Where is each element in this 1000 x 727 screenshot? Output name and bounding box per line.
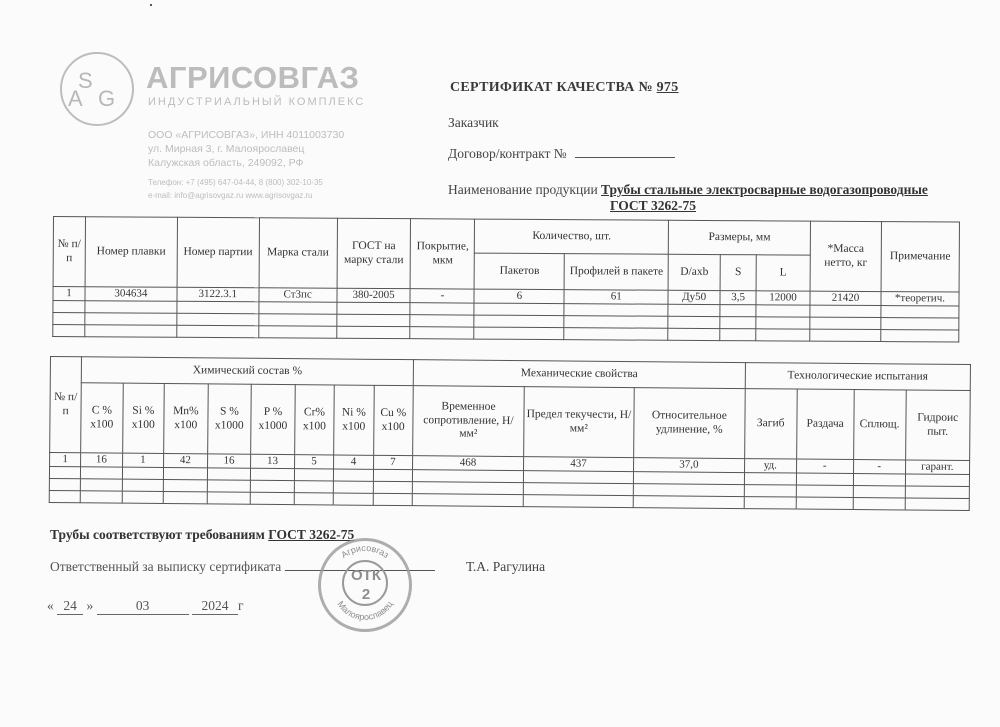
cell-si: 1	[122, 453, 164, 468]
certificate-title	[450, 80, 679, 96]
cell-c: 16	[81, 453, 123, 468]
cell-packs: 6	[474, 289, 564, 304]
contract-blank	[575, 146, 675, 158]
properties-table	[49, 356, 971, 511]
col-d-header: D/axb	[668, 254, 720, 290]
contract-label: Договор/контракт №	[448, 146, 567, 161]
stamp-number: 2	[361, 586, 371, 603]
date-open-quote: «	[47, 598, 54, 613]
conformity-text: Трубы соответствуют требованиям	[50, 527, 265, 542]
company-logo-letters	[64, 64, 130, 114]
certificate-title-label: СЕРТИФИКАТ КАЧЕСТВА №	[450, 80, 653, 95]
cell-s: 16	[207, 454, 251, 469]
col-si-header: Si % x100	[122, 383, 164, 453]
col-packs-header: Пакетов	[475, 253, 565, 290]
cell-s: 3,5	[720, 291, 756, 305]
col-flare-header: Раздача	[796, 389, 854, 459]
col-ni-header: Ni % x100	[334, 385, 374, 455]
col-note-header: Примечание	[881, 222, 959, 292]
cell-p: 13	[251, 454, 295, 469]
col-c-header: C % x100	[81, 383, 123, 453]
stamp-ring-top: Агрисовгаз	[339, 542, 391, 561]
col-cr-header: Cr% x100	[294, 385, 334, 455]
cell-grade: Ст3пс	[259, 288, 337, 303]
col-p-header: P % x1000	[251, 384, 295, 454]
cell-mn: 42	[164, 453, 208, 468]
col-yield-header: Предел текучести, Н/мм²	[524, 387, 635, 458]
col-mass-header: *Масса нетто, кг	[810, 221, 881, 291]
cell-l: 12000	[756, 291, 810, 306]
cell-cr: 5	[294, 455, 334, 470]
cell-cu: 7	[373, 455, 413, 470]
svg-text:Агрисовгаз	[339, 543, 391, 560]
col-batch-header: Номер партии	[177, 217, 259, 287]
logo-letter-g: G	[98, 86, 114, 111]
date-close-quote: »	[86, 598, 94, 613]
company-subtitle: ИНДУСТРИАЛЬНЫЙ КОМПЛЕКС	[148, 96, 366, 108]
col-mn-header: Mn% x100	[164, 383, 208, 453]
col-dims-header: Размеры, мм	[668, 220, 810, 255]
company-email-line: e-mail: info@agrisovgaz.ru www.agrisovgaz.ru	[148, 191, 313, 200]
cell-hydro: гарант.	[905, 460, 970, 475]
col-tech-header: Технологические испытания	[745, 363, 970, 391]
company-street-line: ул. Мирная 3, г. Малоярославец	[148, 143, 305, 155]
company-region-line: Калужская область, 249092, РФ	[148, 157, 304, 169]
col-s-header: S	[720, 255, 756, 291]
col-gost-header: ГОСТ на марку стали	[337, 218, 411, 288]
col-bend-header: Загиб	[744, 389, 796, 459]
date-day: 24	[57, 598, 83, 615]
col-num-header: № п/п	[53, 217, 85, 287]
conformity-standard: ГОСТ 3262-75	[268, 527, 355, 542]
certificate-date	[47, 598, 244, 615]
signer-name: Т.А. Рагулина	[466, 559, 546, 574]
col-s-header: S % x1000	[207, 384, 251, 454]
col-qty-header: Количество, шт.	[475, 219, 669, 254]
cell-coating: -	[410, 289, 474, 304]
product-line	[448, 182, 928, 198]
col-num-header: № п/п	[50, 357, 82, 453]
col-profiles-header: Профилей в пакете	[564, 254, 668, 291]
col-tensile-header: Временное сопротивление, Н/мм²	[413, 386, 525, 457]
cell-elong: 37,0	[633, 458, 744, 473]
col-elong-header: Относительное удлинение, %	[634, 388, 746, 459]
date-suffix: г	[238, 598, 244, 613]
conformity-statement	[50, 527, 354, 543]
customer-label: Заказчик	[448, 115, 499, 130]
cell-bend: уд.	[744, 459, 796, 474]
cell-num: 1	[50, 453, 81, 467]
responsible-label: Ответственный за выписку сертификата	[50, 559, 282, 574]
cell-flat: -	[853, 460, 905, 475]
col-flat-header: Сплющ.	[853, 390, 905, 460]
date-year: 2024	[192, 598, 238, 615]
stamp-department: ОТК	[351, 567, 381, 584]
cell-profiles: 61	[564, 290, 668, 305]
logo-letter-s: S	[78, 68, 91, 93]
product-table	[52, 216, 960, 343]
cell-d: Ду50	[668, 290, 720, 305]
company-name: АГРИСОВГАЗ	[146, 60, 360, 95]
cell-mass: 21420	[810, 291, 881, 306]
stamp-ring-bottom: Малоярославец	[335, 599, 395, 623]
col-l-header: L	[756, 255, 810, 291]
cell-yield: 437	[523, 457, 633, 472]
col-mech-header: Механические свойства	[413, 360, 745, 389]
product-standard: ГОСТ 3262-75	[610, 198, 697, 213]
contract-line	[448, 146, 675, 162]
col-grade-header: Марка стали	[259, 218, 337, 288]
col-heat-header: Номер плавки	[85, 217, 177, 288]
product-label: Наименование продукции	[448, 182, 598, 197]
company-phone-line: Телефон: +7 (495) 647-04-44, 8 (800) 302-10-35	[148, 178, 323, 187]
col-chem-header: Химический состав %	[81, 357, 413, 386]
company-legal-line: ООО «АГРИСОВГАЗ», ИНН 4011003730	[148, 129, 345, 141]
col-hydro-header: Гидроис пыт.	[905, 390, 970, 461]
cell-ni: 4	[334, 455, 374, 470]
logo-letter-a: A	[68, 86, 81, 111]
cell-note: *теоретич.	[881, 292, 959, 307]
scan-speck	[150, 4, 152, 6]
cell-heat: 304634	[85, 287, 177, 302]
cell-gost: 380-2005	[337, 288, 411, 303]
date-month: 03	[97, 598, 189, 615]
col-cu-header: Cu % x100	[373, 385, 413, 455]
certificate-number: 975	[656, 80, 679, 95]
cell-tensile: 468	[413, 456, 524, 471]
cell-num: 1	[53, 287, 85, 301]
col-coating-header: Покрытие, мкм	[411, 219, 475, 289]
cell-batch: 3122.3.1	[177, 287, 259, 302]
product-name: Трубы стальные электросварные водогазопроводные	[601, 182, 928, 197]
cell-flare: -	[796, 459, 853, 474]
